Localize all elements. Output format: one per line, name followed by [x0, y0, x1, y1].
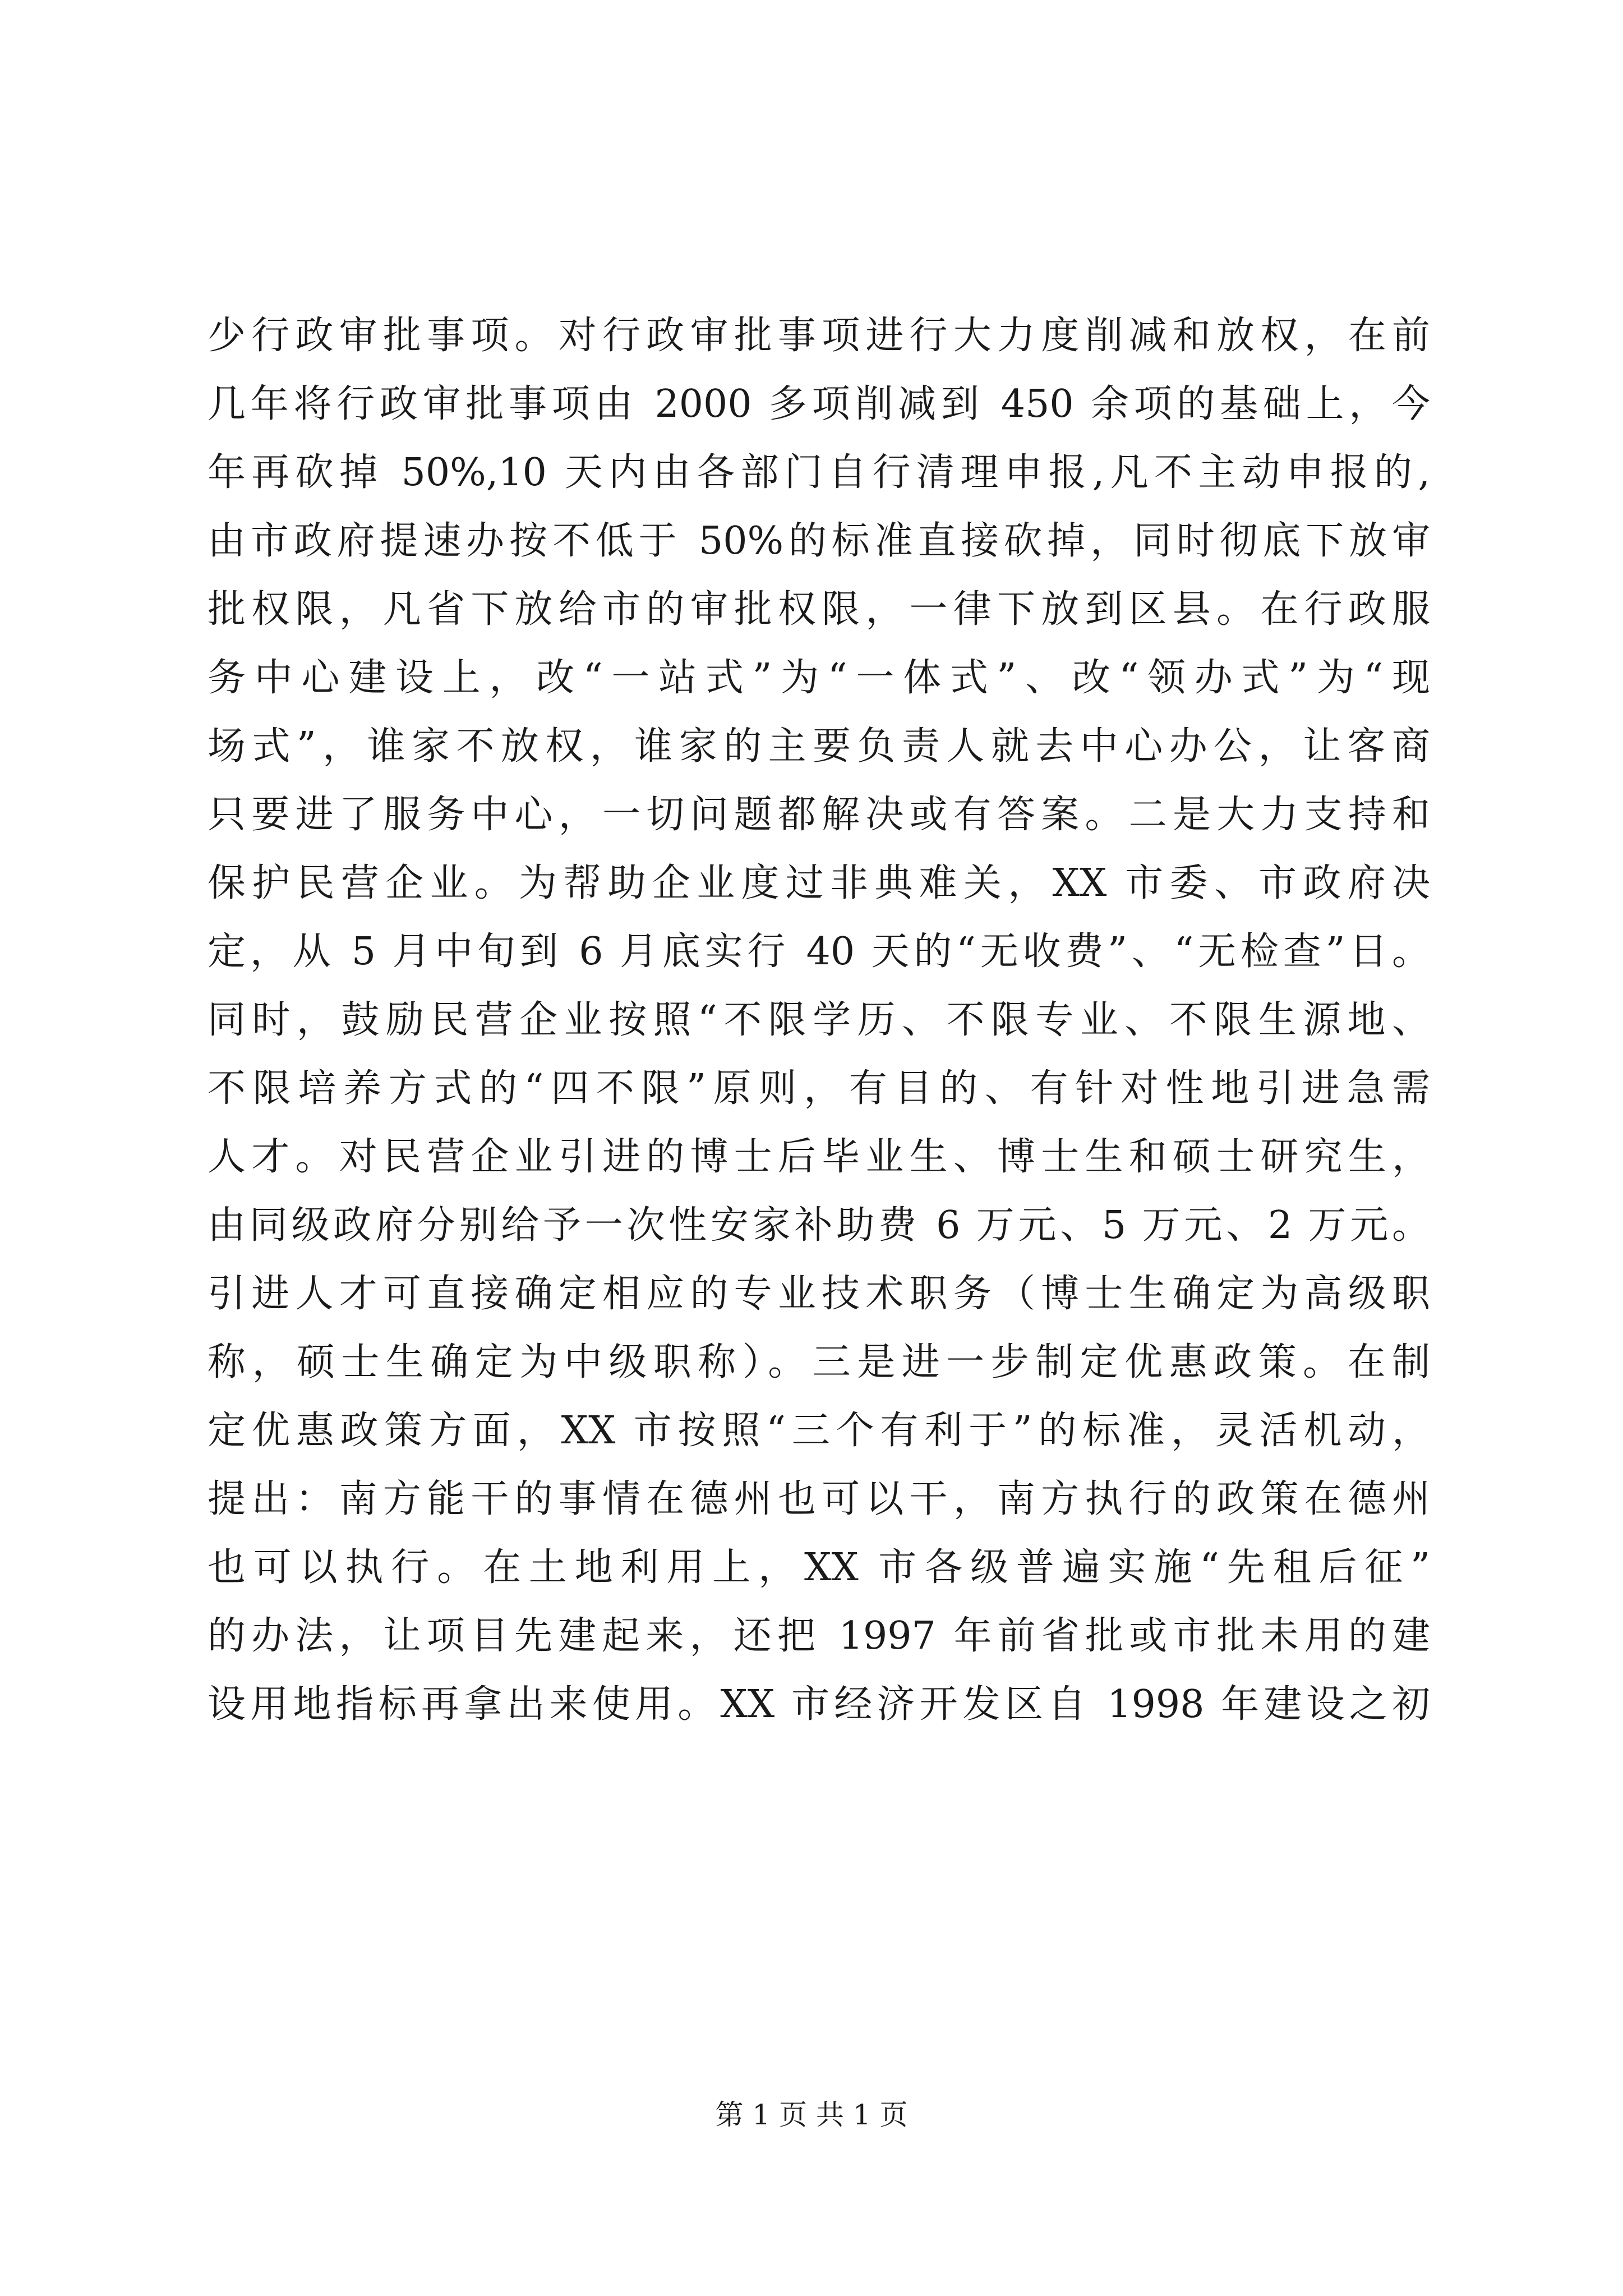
text-line: 场式”，谁家不放权，谁家的主要负责人就去中心办公，让客商	[208, 724, 1430, 769]
text-line: 几年将行政审批事项由 2000 多项削减到 450 余项的基础上，今	[208, 382, 1430, 426]
text-line: 的办法，让项目先建起来，还把 1997 年前省批或市批未用的建	[208, 1614, 1430, 1658]
text-line: 不限培养方式的“四不限”原则，有目的、有针对性地引进急需	[208, 1066, 1430, 1111]
text-line: 由市政府提速办按不低于 50%的标准直接砍掉，同时彻底下放审	[208, 519, 1430, 563]
text-line: 少行政审批事项。对行政审批事项进行大力度削减和放权，在前	[208, 314, 1430, 358]
text-line: 人才。对民营企业引进的博士后毕业生、博士生和硕士研究生，	[208, 1135, 1430, 1179]
text-line: 设用地指标再拿出来使用。XX 市经济开发区自 1998 年建设之初	[208, 1682, 1430, 1727]
text-line: 保护民营企业。为帮助企业度过非典难关，XX 市委、市政府决	[208, 861, 1430, 905]
text-line: 只要进了服务中心，一切问题都解决或有答案。二是大力支持和	[208, 793, 1430, 837]
text-line: 同时，鼓励民营企业按照“不限学历、不限专业、不限生源地、	[208, 998, 1430, 1042]
text-line: 定，从 5 月中旬到 6 月底实行 40 天的“无收费”、“无检查”日。	[208, 930, 1430, 974]
text-line: 年再砍掉 50%,10 天内由各部门自行清理申报,凡不主动申报的,	[208, 450, 1430, 495]
text-line: 引进人才可直接确定相应的专业技术职务（博士生确定为高级职	[208, 1272, 1430, 1316]
text-line: 务中心建设上，改“一站式”为“一体式”、改“领办式”为“现	[208, 656, 1430, 700]
text-line: 批权限，凡省下放给市的审批权限，一律下放到区县。在行政服	[208, 587, 1430, 632]
page-number-footer: 第 1 页 共 1 页	[715, 2099, 908, 2131]
body-text	[208, 302, 1430, 1739]
text-line: 由同级政府分别给予一次性安家补助费 6 万元、5 万元、2 万元。	[208, 1203, 1430, 1248]
text-line: 提出：南方能干的事情在德州也可以干，南方执行的政策在德州	[208, 1477, 1430, 1521]
text-line: 称，硕士生确定为中级职称）。三是进一步制定优惠政策。在制	[208, 1340, 1430, 1384]
text-line: 也可以执行。在土地利用上，XX 市各级普遍实施“先租后征”	[208, 1545, 1430, 1590]
text-line: 定优惠政策方面，XX 市按照“三个有利于”的标准，灵活机动，	[208, 1409, 1430, 1453]
